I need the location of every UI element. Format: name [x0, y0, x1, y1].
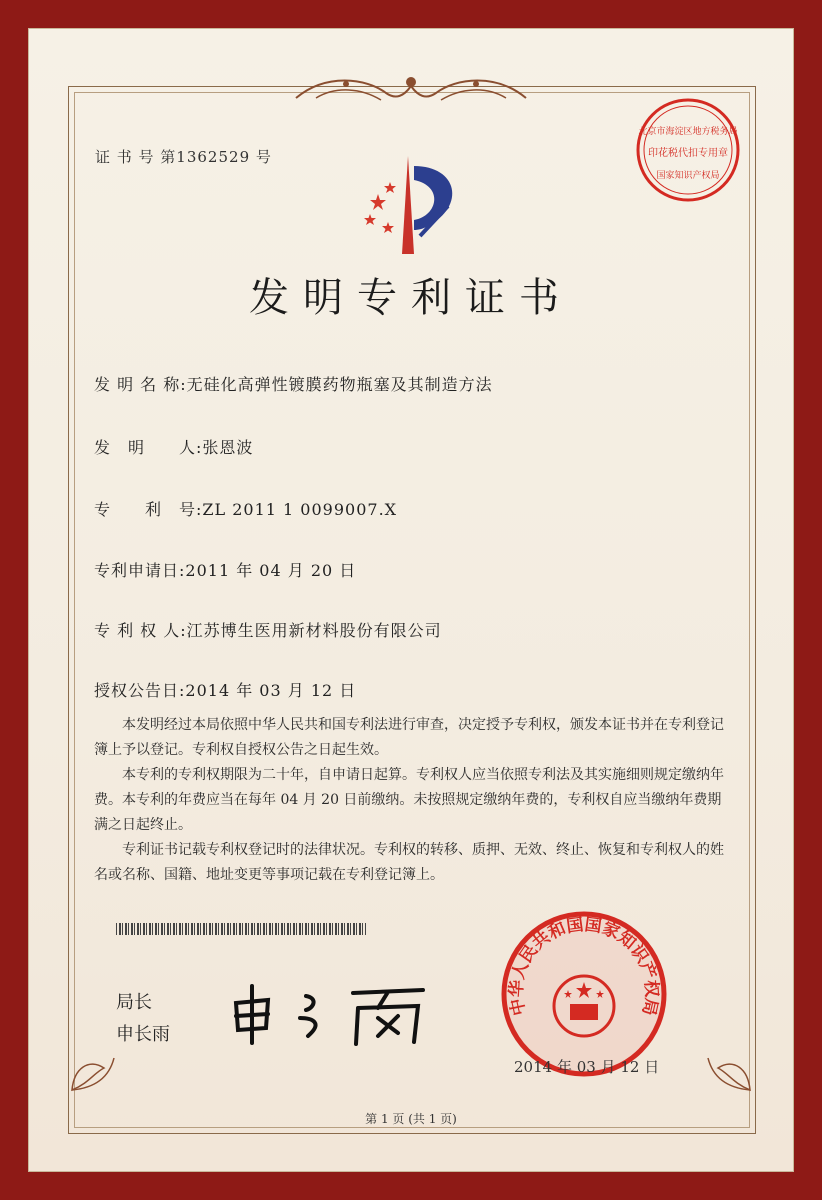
field-label: 发 明 名 称: — [94, 375, 187, 394]
corner-ornament-br — [688, 1028, 758, 1098]
certificate-body — [94, 713, 734, 888]
body-paragraph-1: 本发明经过本局依照中华人民共和国专利法进行审查，决定授予专利权，颁发本证书并在专利登记簿上予以登记。专利权自授权公告之日起生效。 — [94, 717, 724, 758]
field-patent-number — [94, 497, 397, 520]
field-value: 2011 年 04 月 20 日 — [185, 561, 357, 580]
body-paragraph-3: 专利证书记载专利权登记时的法律状况。专利权的转移、质押、无效、终止、恢复和专利权人的姓名或名称、国籍、地址变更等事项记载在专利登记簿上。 — [94, 842, 724, 883]
tax-stamp — [632, 94, 744, 206]
field-application-date — [94, 558, 356, 581]
tax-stamp-bottom-text: 国家知识产权局 — [656, 171, 720, 181]
field-grant-date — [94, 678, 356, 701]
field-value: 张恩波 — [202, 438, 254, 457]
certificate-paper — [28, 28, 794, 1172]
seal-date: 2014 年 03 月 12 日 — [514, 1058, 660, 1076]
official-seal — [498, 908, 670, 1080]
field-label: 专 利 权 人: — [94, 621, 187, 640]
field-label: 专 利 号: — [94, 500, 203, 519]
patent-office-logo-icon — [348, 146, 468, 258]
field-value: 2014 年 03 月 12 日 — [185, 681, 357, 700]
top-ornament — [286, 68, 536, 114]
field-label: 发 明 人: — [94, 438, 203, 457]
field-inventor — [94, 435, 253, 458]
certificate-number: 证 书 号 第1362529 号 — [95, 148, 272, 166]
field-patentee — [94, 618, 442, 641]
field-label: 专利申请日: — [94, 561, 186, 580]
director-name: 申长雨 — [116, 1024, 170, 1045]
field-value: 无硅化高弹性镀膜药物瓶塞及其制造方法 — [186, 375, 493, 394]
certificate-title: 发明专利证书 — [249, 275, 573, 321]
barcode — [116, 923, 366, 935]
field-value: 江苏博生医用新材料股份有限公司 — [186, 621, 442, 640]
director-title: 局长 — [116, 992, 152, 1013]
tax-stamp-top-text: 北京市海淀区地方税务局 — [638, 127, 738, 137]
page-number: 第 1 页 (共 1 页) — [365, 1112, 457, 1126]
seal-text: 中华人民共和国国家知识产权局 — [506, 914, 662, 1018]
field-invention-name — [94, 372, 493, 395]
body-paragraph-2: 本专利的专利权期限为二十年，自申请日起算。专利权人应当依照专利法及其实施细则规定缴纳年费。本专利的年费应当在每年 04 月 20 日前缴纳。未按照规定缴纳年费的，专利权自应当缴纳年费期满之日起终止。 — [94, 767, 724, 833]
field-label: 授权公告日: — [94, 681, 186, 700]
handwritten-signature — [228, 978, 438, 1048]
field-value: ZL 2011 1 0099007.X — [202, 500, 398, 519]
tax-stamp-inner-text: 印花税代扣专用章 — [648, 148, 728, 159]
